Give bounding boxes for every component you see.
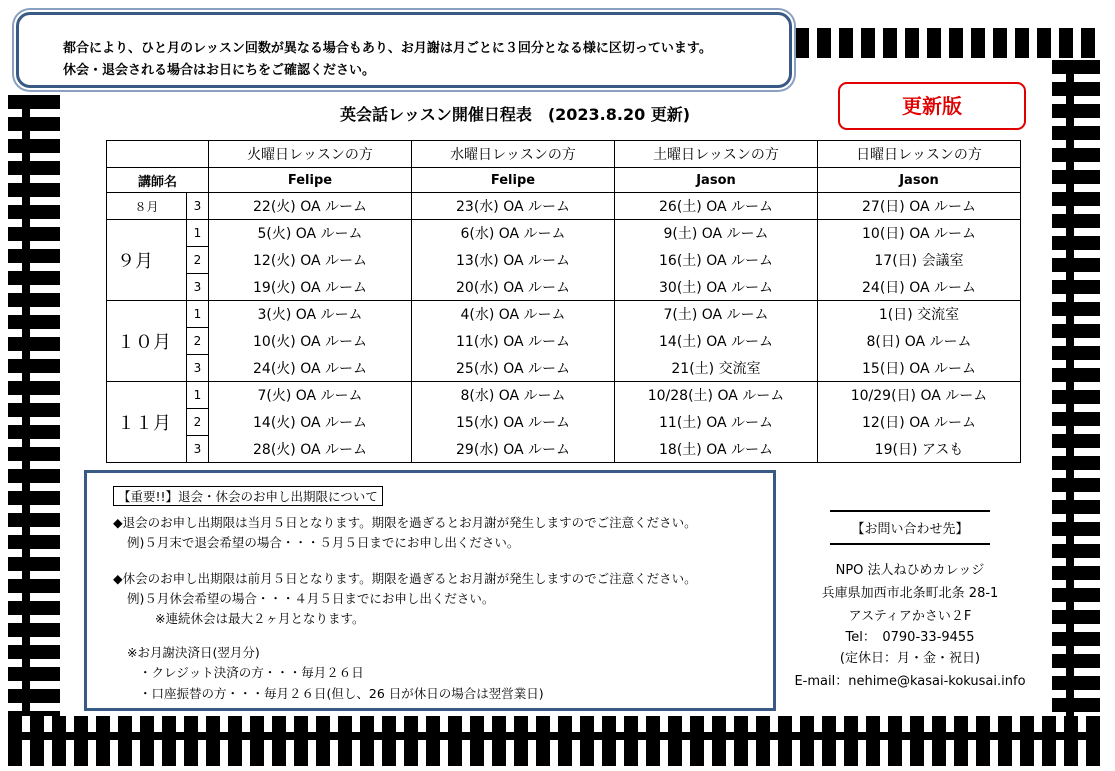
schedule-cell: 10/28(土) OA ルーム (615, 382, 818, 409)
schedule-cell: 22(火) OA ルーム (209, 193, 412, 220)
contact-org: NPO 法人ねひめカレッジ (835, 563, 985, 578)
schedule-cell: 7(火) OA ルーム (209, 382, 412, 409)
month-label-sep: ９月 (107, 220, 187, 301)
schedule-cell: 15(水) OA ルーム (412, 409, 615, 436)
info-line: ◆退会のお申し出期限は当月５日となります。期限を過ぎるとお月謝が発生しますのでご注意ください。 (113, 515, 697, 530)
updated-badge: 更新版 (838, 82, 1026, 130)
info-line: ・口座振替の方・・・毎月２６日(但し、26 日が休日の場合は翌営業日) (139, 686, 544, 701)
schedule-cell: 19(火) OA ルーム (209, 274, 412, 301)
schedule-cell: 10(火) OA ルーム (209, 328, 412, 355)
schedule-cell: 10(日) OA ルーム (818, 220, 1021, 247)
instructor-row (107, 168, 1021, 193)
schedule-cell: 11(土) OA ルーム (615, 409, 818, 436)
table-row (107, 436, 1021, 463)
lesson-index: 3 (187, 193, 209, 220)
table-row (107, 382, 1021, 409)
schedule-cell: 21(土) 交流室 (615, 355, 818, 382)
schedule-cell: 20(水) OA ルーム (412, 274, 615, 301)
info-line: 例)５月休会希望の場合・・・４月５日までにお申し出ください。 (127, 591, 495, 606)
notice-box (16, 12, 792, 88)
contact-tel: Tel： 0790-33-9455 (845, 630, 975, 645)
schedule-cell: 12(火) OA ルーム (209, 247, 412, 274)
schedule-cell: 16(土) OA ルーム (615, 247, 818, 274)
schedule-cell: 8(水) OA ルーム (412, 382, 615, 409)
lesson-index: 3 (187, 355, 209, 382)
schedule-cell: 7(土) OA ルーム (615, 301, 818, 328)
contact-block (780, 510, 1040, 689)
month-label-nov: １１月 (107, 382, 187, 463)
header-wednesday: 水曜日レッスンの方 (412, 141, 615, 168)
table-header-row (107, 141, 1021, 168)
info-line: 例)５月末で退会希望の場合・・・５月５日までにお申し出ください。 (127, 535, 520, 550)
table-row (107, 328, 1021, 355)
table-row (107, 247, 1021, 274)
schedule-cell: 24(日) OA ルーム (818, 274, 1021, 301)
table-row (107, 220, 1021, 247)
schedule-cell: 1(日) 交流室 (818, 301, 1021, 328)
schedule-cell: 25(水) OA ルーム (412, 355, 615, 382)
schedule-cell: 3(火) OA ルーム (209, 301, 412, 328)
table-row (107, 355, 1021, 382)
schedule-cell: 8(日) OA ルーム (818, 328, 1021, 355)
schedule-cell: 14(土) OA ルーム (615, 328, 818, 355)
page-title: 英会話レッスン開催日程表 (2023.8.20 更新) (340, 105, 691, 124)
schedule-cell: 28(火) OA ルーム (209, 436, 412, 463)
table-row (107, 301, 1021, 328)
schedule-cell: 18(土) OA ルーム (615, 436, 818, 463)
schedule-cell: 17(日) 会議室 (818, 247, 1021, 274)
contact-divider-top (830, 510, 990, 512)
lesson-index: 3 (187, 274, 209, 301)
schedule-cell: 6(水) OA ルーム (412, 220, 615, 247)
notice-line-1: 都合により、ひと月のレッスン回数が異なる場合もあり、お月謝は月ごとに３回分となる様に区切っています。 (63, 41, 712, 56)
table-row (107, 274, 1021, 301)
schedule-cell: 4(水) OA ルーム (412, 301, 615, 328)
schedule-cell: 10/29(日) OA ルーム (818, 382, 1021, 409)
lesson-index: 2 (187, 247, 209, 274)
month-label-oct: １０月 (107, 301, 187, 382)
header-sunday: 日曜日レッスンの方 (818, 141, 1021, 168)
border-pattern-left (8, 95, 60, 735)
contact-address: 兵庫県加西市北条町北条 28-1 (821, 586, 999, 601)
table-row (107, 193, 1021, 220)
schedule-cell: 23(水) OA ルーム (412, 193, 615, 220)
header-blank-cell (107, 141, 209, 168)
schedule-cell: 5(火) OA ルーム (209, 220, 412, 247)
border-pattern-right-line (1066, 60, 1074, 720)
contact-divider-bottom (830, 543, 990, 545)
schedule-cell: 29(水) OA ルーム (412, 436, 615, 463)
schedule-cell: 15(日) OA ルーム (818, 355, 1021, 382)
instructor-wednesday: Felipe (412, 168, 615, 193)
contact-title: 【お問い合わせ先】 (851, 522, 969, 537)
lesson-index: 2 (187, 328, 209, 355)
schedule-cell: 9(土) OA ルーム (615, 220, 818, 247)
instructor-label: 講師名 (107, 168, 209, 193)
month-label-aug: ８月 (107, 193, 187, 220)
contact-email: E-mail：nehime@kasai-kokusai.info (794, 674, 1026, 689)
schedule-table (106, 140, 1021, 463)
instructor-tuesday: Felipe (209, 168, 412, 193)
table-row (107, 409, 1021, 436)
info-line: ※お月謝決済日(翌月分) (127, 645, 260, 660)
border-pattern-bottom-line (8, 732, 1100, 740)
border-pattern-top (795, 28, 1100, 58)
schedule-cell: 14(火) OA ルーム (209, 409, 412, 436)
cancellation-info-box (84, 470, 776, 711)
instructor-sunday: Jason (818, 168, 1021, 193)
info-line: ※連続休会は最大２ヶ月となります。 (155, 611, 365, 626)
info-title: 【重要!!】退会・休会のお申し出期限について (113, 486, 383, 506)
schedule-cell: 13(水) OA ルーム (412, 247, 615, 274)
lesson-index: 1 (187, 301, 209, 328)
info-line: ・クレジット決済の方・・・毎月２６日 (139, 665, 364, 680)
lesson-index: 1 (187, 382, 209, 409)
info-line: ◆休会のお申し出期限は前月５日となります。期限を過ぎるとお月謝が発生しますのでご注意ください。 (113, 571, 697, 586)
schedule-cell: 19(日) アスも (818, 436, 1021, 463)
instructor-saturday: Jason (615, 168, 818, 193)
lesson-index: 3 (187, 436, 209, 463)
schedule-cell: 27(日) OA ルーム (818, 193, 1021, 220)
border-pattern-right (1052, 60, 1100, 720)
border-pattern-left-line (22, 95, 30, 735)
header-tuesday: 火曜日レッスンの方 (209, 141, 412, 168)
schedule-cell: 11(水) OA ルーム (412, 328, 615, 355)
contact-building: アスティアかさい２F (848, 609, 972, 624)
lesson-index: 2 (187, 409, 209, 436)
schedule-cell: 12(日) OA ルーム (818, 409, 1021, 436)
header-saturday: 土曜日レッスンの方 (615, 141, 818, 168)
notice-line-2: 休会・退会される場合はお日にちをご確認ください。 (63, 63, 376, 78)
schedule-cell: 26(土) OA ルーム (615, 193, 818, 220)
schedule-cell: 24(火) OA ルーム (209, 355, 412, 382)
contact-closed-days: (定休日：月・金・祝日) (839, 651, 981, 666)
border-pattern-bottom (8, 716, 1100, 766)
lesson-index: 1 (187, 220, 209, 247)
schedule-cell: 30(土) OA ルーム (615, 274, 818, 301)
